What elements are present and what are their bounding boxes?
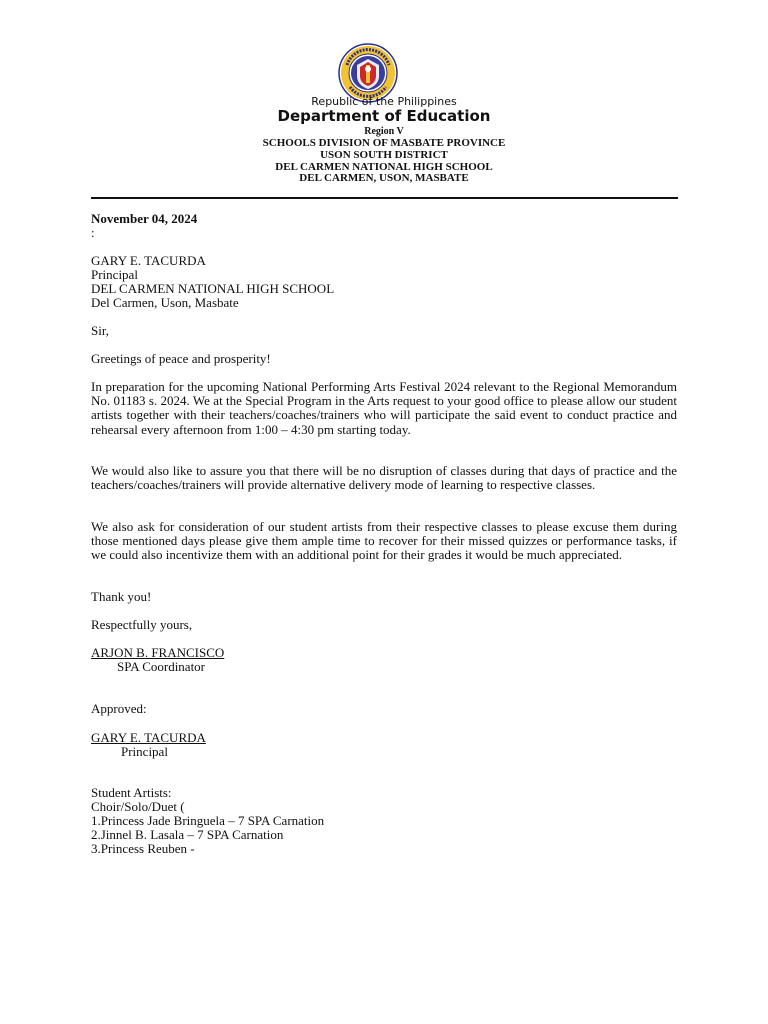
header-divider — [91, 197, 678, 199]
address-line: DEL CARMEN, USON, MASBATE — [299, 172, 469, 184]
recipient-title: Principal — [91, 267, 138, 282]
colon-line: : — [91, 225, 95, 240]
region-label: Region V — [364, 126, 404, 137]
recipient-school: DEL CARMEN NATIONAL HIGH SCHOOL — [91, 281, 335, 296]
department-title: Department of Education — [277, 107, 491, 125]
artist-list-item: 2.Jinnel B. Lasala – 7 SPA Carnation — [91, 827, 284, 842]
district-line: USON SOUTH DISTRICT — [320, 149, 448, 161]
approver-title: Principal — [121, 744, 168, 759]
republic-label: Republic of the Philippines — [311, 95, 457, 108]
signatory-title: SPA Coordinator — [117, 659, 206, 674]
salutation: Sir, — [91, 323, 109, 338]
thanks-line: Thank you! — [91, 589, 152, 604]
deped-seal-logo — [338, 43, 398, 103]
approved-label: Approved: — [91, 701, 147, 716]
signatory-name: ARJON B. FRANCISCO — [91, 645, 225, 660]
division-line: SCHOOLS DIVISION OF MASBATE PROVINCE — [262, 137, 506, 149]
artist-list-item: 3.Princess Reuben - — [91, 841, 195, 856]
greeting: Greetings of peace and prosperity! — [91, 351, 271, 366]
approver-name: GARY E. TACURDA — [91, 730, 206, 745]
closing-line: Respectfully yours, — [91, 617, 193, 632]
artist-list-item: 1.Princess Jade Bringuela – 7 SPA Carnation — [91, 813, 325, 828]
approver-block — [91, 731, 677, 745]
body-paragraph: In preparation for the upcoming National Performing Arts Festival 2024 relevant to the Regional Memorandum No. 01183 s. 2024. We at the Special Program in the Arts request to your good office to please allow our student artists together with their teachers/coaches/trainers who will participate the said event to conduct practice and rehearsal every afternoon from 1:00 – 4:30 pm starting today. — [91, 379, 677, 437]
recipient-name: GARY E. TACURDA — [91, 253, 206, 268]
body-paragraph: We also ask for consideration of our student artists from their respective classes to please excuse them during those mentioned days please give them ample time to recover for their missed quizzes or performance tasks, if we could also incentivize them with an additional point for their grades it would be much appreciated. — [91, 519, 677, 563]
artists-heading: Student Artists: — [91, 785, 172, 800]
recipient-address: Del Carmen, Uson, Masbate — [91, 295, 239, 310]
school-line: DEL CARMEN NATIONAL HIGH SCHOOL — [275, 161, 493, 173]
body-paragraph: We would also like to assure you that there will be no disruption of classes during that days of practice and the teachers/coaches/trainers will provide alternative delivery mode of learning to respective classes. — [91, 463, 677, 493]
letter-date: November 04, 2024 — [91, 211, 198, 226]
artists-category: Choir/Solo/Duet ( — [91, 799, 185, 814]
